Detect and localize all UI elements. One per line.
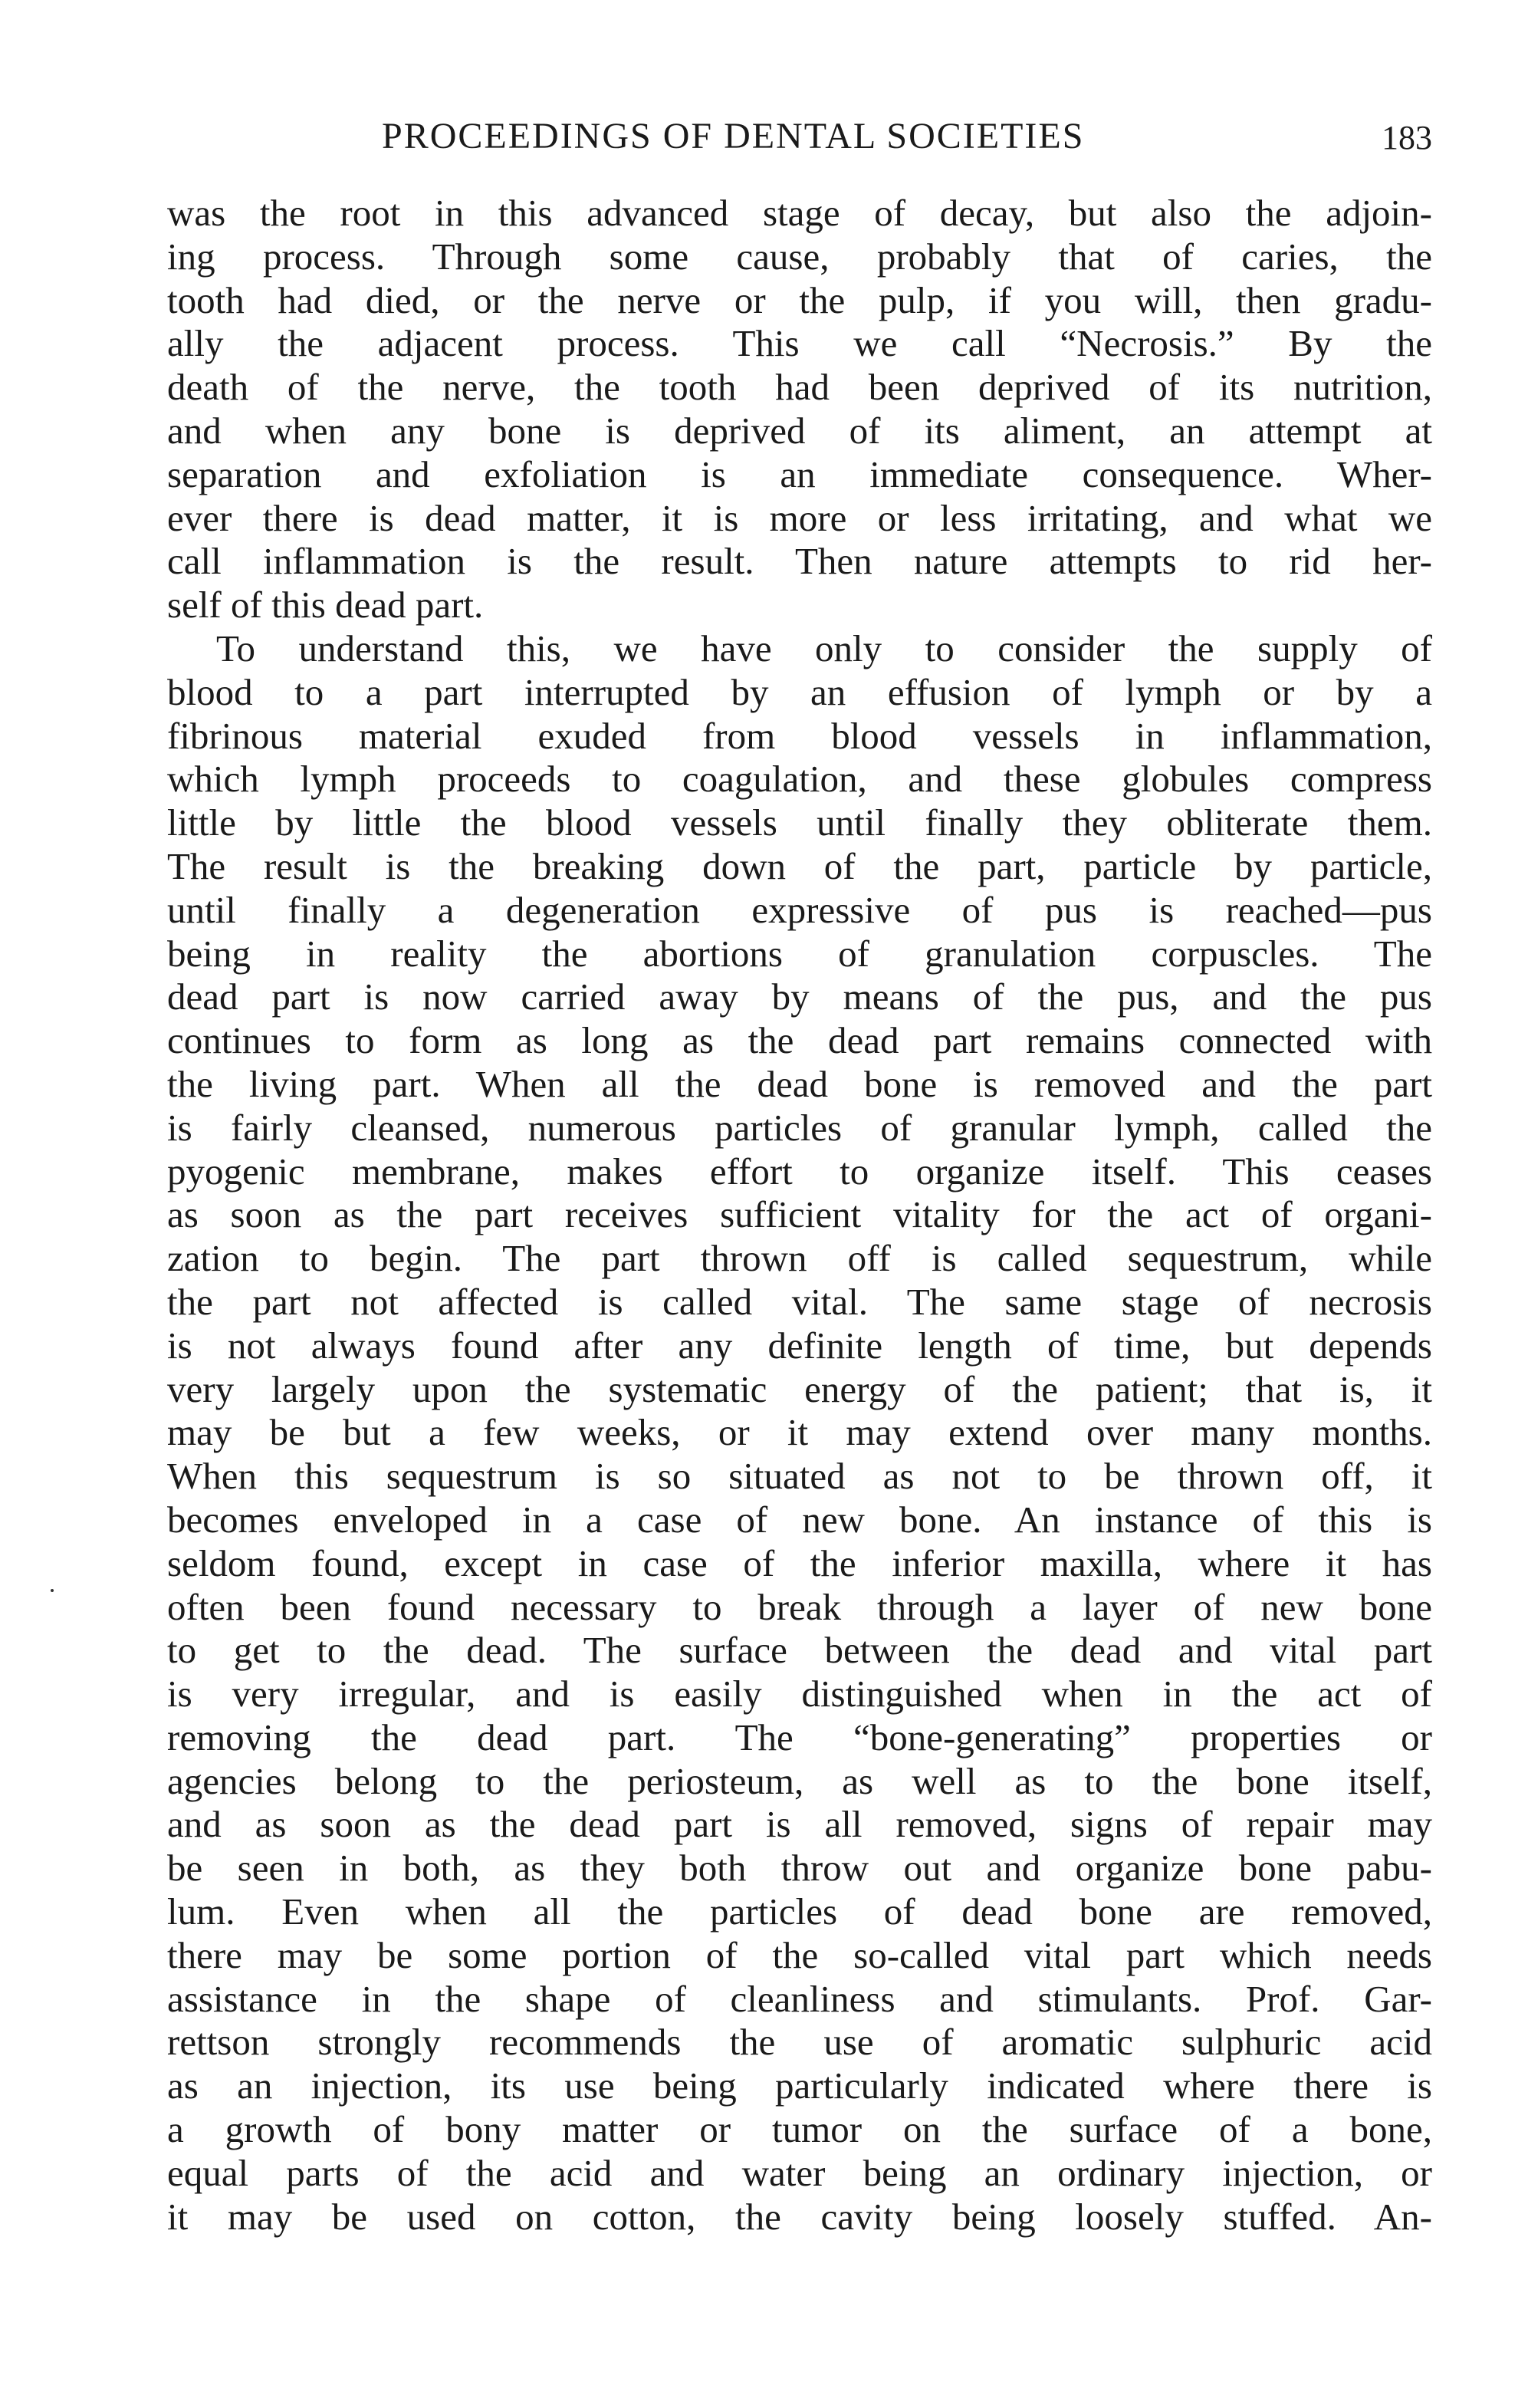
stray-ink-mark bbox=[51, 1589, 54, 1592]
text-line: continues to form as long as the dead part remains connected with bbox=[167, 1019, 1432, 1062]
text-line: pyogenic membrane, makes effort to organize itself. This ceases bbox=[167, 1150, 1432, 1192]
text-line: be seen in both, as they both throw out and organize bone pabu- bbox=[167, 1847, 1432, 1890]
text-line: agencies belong to the periosteum, as well as to the bone itself, bbox=[167, 1759, 1432, 1802]
text-line: lum. Even when all the particles of dead bone are removed, bbox=[167, 1890, 1432, 1933]
page-number: 183 bbox=[1382, 119, 1432, 156]
text-line: removing the dead part. The “bone-generating” properties or bbox=[167, 1716, 1432, 1758]
body-text bbox=[167, 192, 1432, 2239]
text-line: dead part is now carried away by means of the pus, and the pus bbox=[167, 975, 1432, 1018]
running-head bbox=[167, 115, 1432, 169]
text-line: is fairly cleansed, numerous particles of granular lymph, called the bbox=[167, 1106, 1432, 1149]
text-line: may be but a few weeks, or it may extend over many months. bbox=[167, 1411, 1432, 1454]
text-line: is not always found after any definite length of time, but depends bbox=[167, 1324, 1432, 1367]
text-line: as an injection, its use being particularly indicated where there is bbox=[167, 2064, 1432, 2107]
text-line: the part not affected is called vital. The same stage of necrosis bbox=[167, 1280, 1432, 1323]
text-line: as soon as the part receives sufficient vitality for the act of organi- bbox=[167, 1193, 1432, 1236]
text-line: the living part. When all the dead bone is removed and the part bbox=[167, 1062, 1432, 1105]
text-line: tooth had died, or the nerve or the pulp, if you will, then gradu- bbox=[167, 278, 1432, 321]
text-line: call inflammation is the result. Then nature attempts to rid her- bbox=[167, 540, 1432, 583]
text-line: being in reality the abortions of granulation corpuscles. The bbox=[167, 932, 1432, 975]
text-line: assistance in the shape of cleanliness and stimulants. Prof. Gar- bbox=[167, 1977, 1432, 2020]
text-line: To understand this, we have only to consider the supply of bbox=[216, 627, 1432, 669]
text-line: it may be used on cotton, the cavity being loosely stuffed. An- bbox=[167, 2195, 1432, 2238]
text-line: until finally a degeneration expressive of pus is reached—pus bbox=[167, 888, 1432, 931]
text-line: was the root in this advanced stage of decay, but also the adjoin- bbox=[167, 192, 1432, 234]
text-line: zation to begin. The part thrown off is called sequestrum, while bbox=[167, 1237, 1432, 1280]
text-line: self of this dead part. bbox=[167, 584, 484, 627]
text-line: to get to the dead. The surface between the dead and vital part bbox=[167, 1629, 1432, 1672]
text-line: rettson strongly recommends the use of aromatic sulphuric acid bbox=[167, 2021, 1432, 2064]
text-line: equal parts of the acid and water being an ordinary injection, or bbox=[167, 2151, 1432, 2194]
text-line: ing process. Through some cause, probably that of caries, the bbox=[167, 235, 1432, 278]
text-line: very largely upon the systematic energy of the patient; that is, it bbox=[167, 1367, 1432, 1410]
text-line: there may be some portion of the so-called vital part which needs bbox=[167, 1933, 1432, 1976]
text-line: ally the adjacent process. This we call “Necrosis.” By the bbox=[167, 322, 1432, 365]
text-line: little by little the blood vessels until finally they obliterate them. bbox=[167, 801, 1432, 844]
text-line: seldom found, except in case of the inferior maxilla, where it has bbox=[167, 1541, 1432, 1584]
text-line: which lymph proceeds to coagulation, and these globules compress bbox=[167, 758, 1432, 801]
text-line: and when any bone is deprived of its aliment, an attempt at bbox=[167, 409, 1432, 452]
text-line: a growth of bony matter or tumor on the surface of a bone, bbox=[167, 2108, 1432, 2151]
text-line: is very irregular, and is easily distinguished when in the act of bbox=[167, 1673, 1432, 1716]
text-line: ever there is dead matter, it is more or less irritating, and what we bbox=[167, 496, 1432, 539]
text-line: fibrinous material exuded from blood vessels in inflammation, bbox=[167, 714, 1432, 757]
text-line: becomes enveloped in a case of new bone. An instance of this is bbox=[167, 1498, 1432, 1541]
text-line: often been found necessary to break through a layer of new bone bbox=[167, 1585, 1432, 1628]
text-line: separation and exfoliation is an immediate consequence. Wher- bbox=[167, 452, 1432, 495]
text-line: The result is the breaking down of the part, particle by particle, bbox=[167, 844, 1432, 887]
text-line: blood to a part interrupted by an effusion of lymph or by a bbox=[167, 670, 1432, 713]
text-line: When this sequestrum is so situated as not to be thrown off, it bbox=[167, 1455, 1432, 1498]
text-line: death of the nerve, the tooth had been deprived of its nutrition, bbox=[167, 366, 1432, 409]
text-line: and as soon as the dead part is all removed, signs of repair may bbox=[167, 1803, 1432, 1846]
running-title: PROCEEDINGS OF DENTAL SOCIETIES bbox=[382, 116, 1085, 156]
